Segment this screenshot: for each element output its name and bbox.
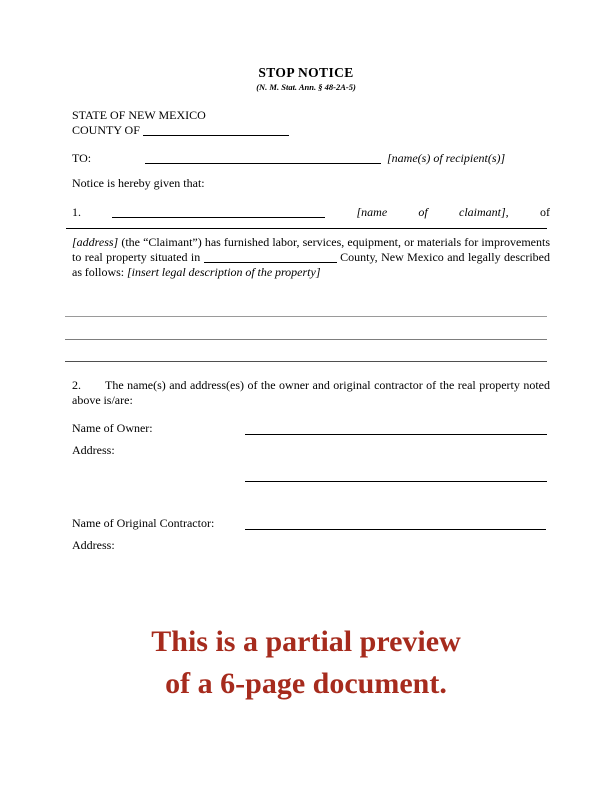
legal-description-hint: [insert legal description of the property] [126, 265, 321, 279]
county-of-label: COUNTY OF [72, 123, 140, 137]
owner-address-label: Address: [72, 443, 115, 457]
address-hint: [address] [72, 235, 119, 249]
item1-number: 1. [72, 205, 81, 219]
to-label: TO: [72, 151, 92, 165]
claimant-hint-word2: of [418, 205, 428, 219]
page-title: STOP NOTICE [258, 65, 354, 80]
contractor-address-label: Address: [72, 538, 115, 552]
claimant-name-input-blank[interactable] [112, 206, 325, 218]
county-input-blank[interactable] [143, 124, 289, 136]
item1-of-word: of [539, 205, 550, 219]
recipient-hint: [name(s) of recipient(s)] [387, 151, 506, 165]
legal-description-line-3[interactable] [65, 361, 547, 362]
claimant-hint-word1: [name [356, 205, 388, 219]
claimant-hint-word3: claimant], [459, 205, 509, 219]
recipient-row [72, 150, 550, 166]
partial-preview-notice [0, 621, 612, 705]
item2-paragraph [72, 378, 550, 408]
recipient-input-blank[interactable] [145, 152, 381, 164]
owner-name-input-blank[interactable] [245, 434, 547, 435]
item1-body-text-1: (the “Claimant”) has furnished labor, services, equipment, or materials for improvements to real property situated in [72, 235, 551, 264]
notice-intro: Notice is hereby given that: [72, 176, 205, 190]
contractor-name-input-blank[interactable] [245, 529, 546, 530]
item2-text: The name(s) and address(es) of the owner and original contractor of the real property noted above is/are: [72, 378, 550, 407]
owner-name-label: Name of Owner: [72, 421, 153, 435]
property-county-input-blank[interactable] [204, 251, 337, 263]
item1-claimant-row [72, 204, 550, 220]
legal-description-line-1[interactable] [65, 316, 547, 317]
preview-line-1: This is a partial preview [151, 625, 461, 658]
contractor-name-label: Name of Original Contractor: [72, 516, 215, 530]
owner-address-input-blank[interactable] [245, 481, 547, 482]
statute-citation: (N. M. Stat. Ann. § 48-2A-5) [256, 82, 356, 92]
claimant-address-input-blank[interactable] [66, 228, 547, 229]
preview-line-2: of a 6-page document. [165, 667, 447, 700]
state-label: STATE OF NEW MEXICO [72, 108, 206, 122]
legal-description-line-2[interactable] [65, 339, 547, 340]
item1-body-paragraph [72, 235, 550, 280]
item1-body-text-2: County, New Mexico and legally described as follows: [72, 250, 550, 279]
item2-number: 2. [72, 378, 81, 392]
county-row [72, 123, 289, 138]
